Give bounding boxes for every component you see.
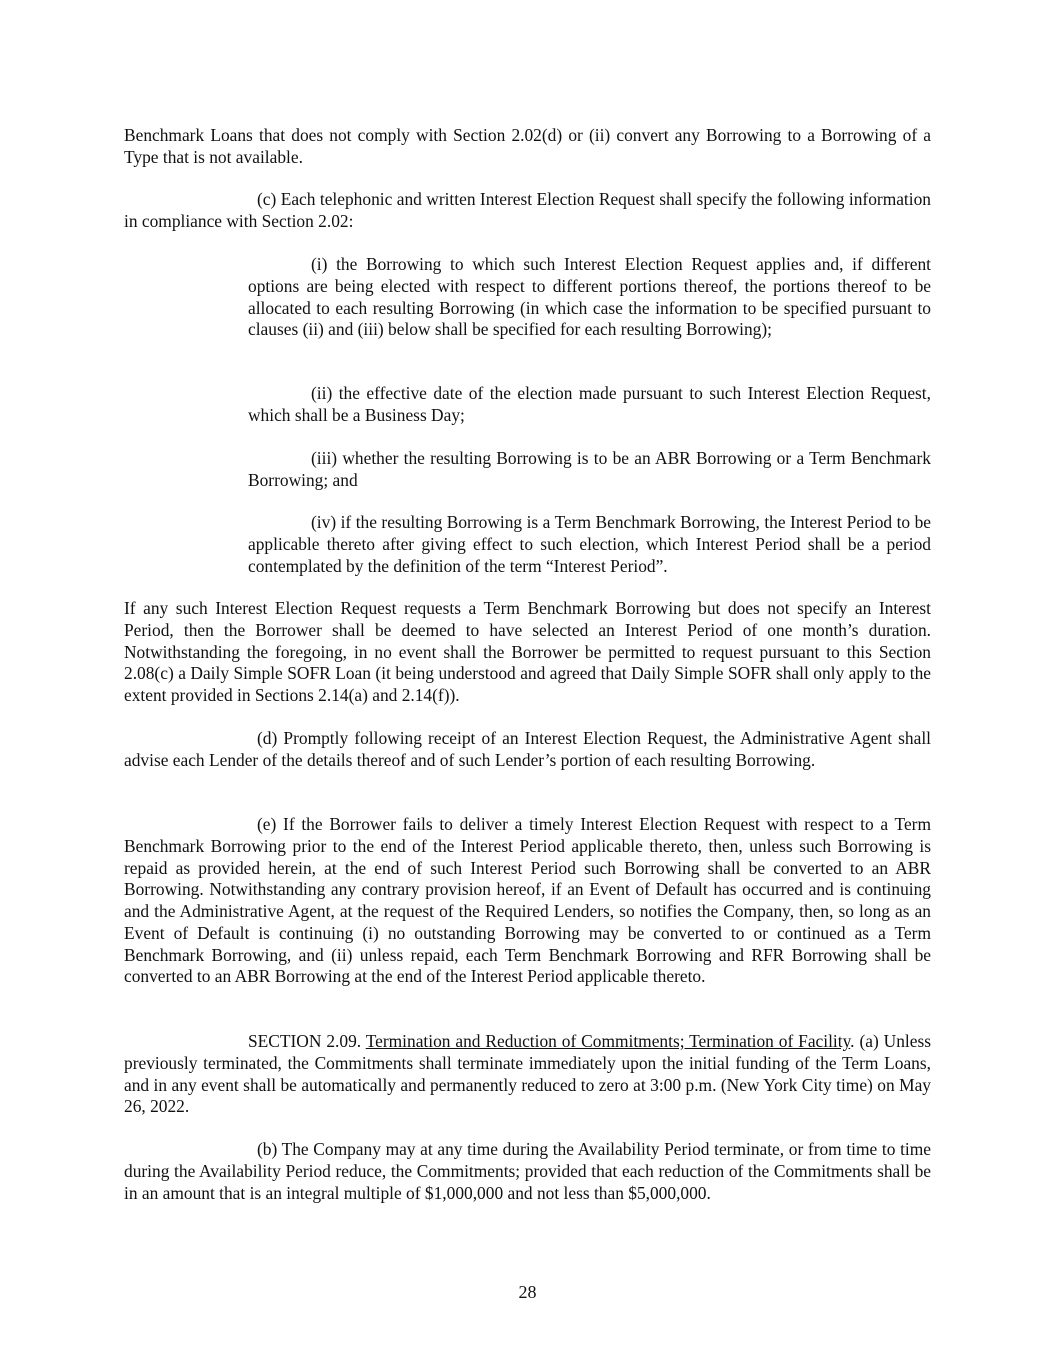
paragraph-interest-period: If any such Interest Election Request requests a Term Benchmark Borrowing but does not specify an Interest Period, then the Borrower shall be deemed to have selected an Interest Period of one month’s duration. Notwithstanding the foregoing, in no event shall the Borrower be permitted to request pursuant to this Section 2.08(c) a Daily Simple SOFR Loan (it being understood and agreed that Daily Simple SOFR shall only apply to the extent provided in Sections 2.14(a) and 2.14(f)). bbox=[124, 598, 931, 705]
section-heading: Termination and Reduction of Commitments; Termination of Facility bbox=[365, 1031, 851, 1051]
section-label: SECTION 2.09. bbox=[248, 1031, 362, 1051]
section-heading-period: . bbox=[850, 1031, 855, 1051]
clause-c-ii: (ii) the effective date of the election made pursuant to such Interest Election Request, which shall be a Business Day; bbox=[248, 383, 931, 425]
section-2-09-b: (b) The Company may at any time during the Availability Period terminate, or from time to time during the Availability Period reduce, the Commitments; provided that each reduction of the Commitments shall be in an amount that is an integral multiple of $1,000,000 and not less than $5,000,000. bbox=[124, 1139, 931, 1203]
paragraph-continuation: Benchmark Loans that does not comply with Section 2.02(d) or (ii) convert any Borrowing to a Borrowing of a Type that is not available. bbox=[124, 125, 931, 167]
paragraph-d: (d) Promptly following receipt of an Interest Election Request, the Administrative Agent shall advise each Lender of the details thereof and of such Lender’s portion of each resulting Borrowing. bbox=[124, 728, 931, 770]
section-2-09-a: (a) Unless previously terminated, the Commitments shall terminate immediately upon the initial funding of the Term Loans, and in any event shall be automatically and permanently reduced to zero at 3:00 p.m. (New York City time) on May 26, 2022. bbox=[124, 1031, 931, 1117]
section-2-09 bbox=[124, 1031, 931, 1118]
paragraph-e: (e) If the Borrower fails to deliver a timely Interest Election Request with respect to a Term Benchmark Borrowing prior to the end of the Interest Period applicable thereto, then, unless such Borrowing is repaid as provided herein, at the end of such Interest Period such Borrowing shall be converted to an ABR Borrowing. Notwithstanding any contrary provision hereof, if an Event of Default has occurred and is continuing and the Administrative Agent, at the request of the Required Lenders, so notifies the Company, then, so long as an Event of Default is continuing (i) no outstanding Borrowing may be converted to or continued as a Term Benchmark Borrowing, and (ii) unless repaid, each Term Benchmark Borrowing and RFR Borrowing shall be converted to an ABR Borrowing at the end of the Interest Period applicable thereto. bbox=[124, 814, 931, 987]
clause-c-i: (i) the Borrowing to which such Interest Election Request applies and, if different options are being elected with respect to different portions thereof, the portions thereof to be allocated to each resulting Borrowing (in which case the information to be specified pursuant to clauses (ii) and (iii) below shall be specified for each resulting Borrowing); bbox=[248, 254, 931, 340]
clause-c-iv: (iv) if the resulting Borrowing is a Term Benchmark Borrowing, the Interest Period to be applicable thereto after giving effect to such election, which Interest Period shall be a period contemplated by the definition of the term “Interest Period”. bbox=[248, 512, 931, 576]
paragraph-c: (c) Each telephonic and written Interest Election Request shall specify the following information in compliance with Section 2.02: bbox=[124, 189, 931, 231]
page-number: 28 bbox=[518, 1282, 537, 1302]
clause-c-iii: (iii) whether the resulting Borrowing is to be an ABR Borrowing or a Term Benchmark Borrowing; and bbox=[248, 448, 931, 490]
